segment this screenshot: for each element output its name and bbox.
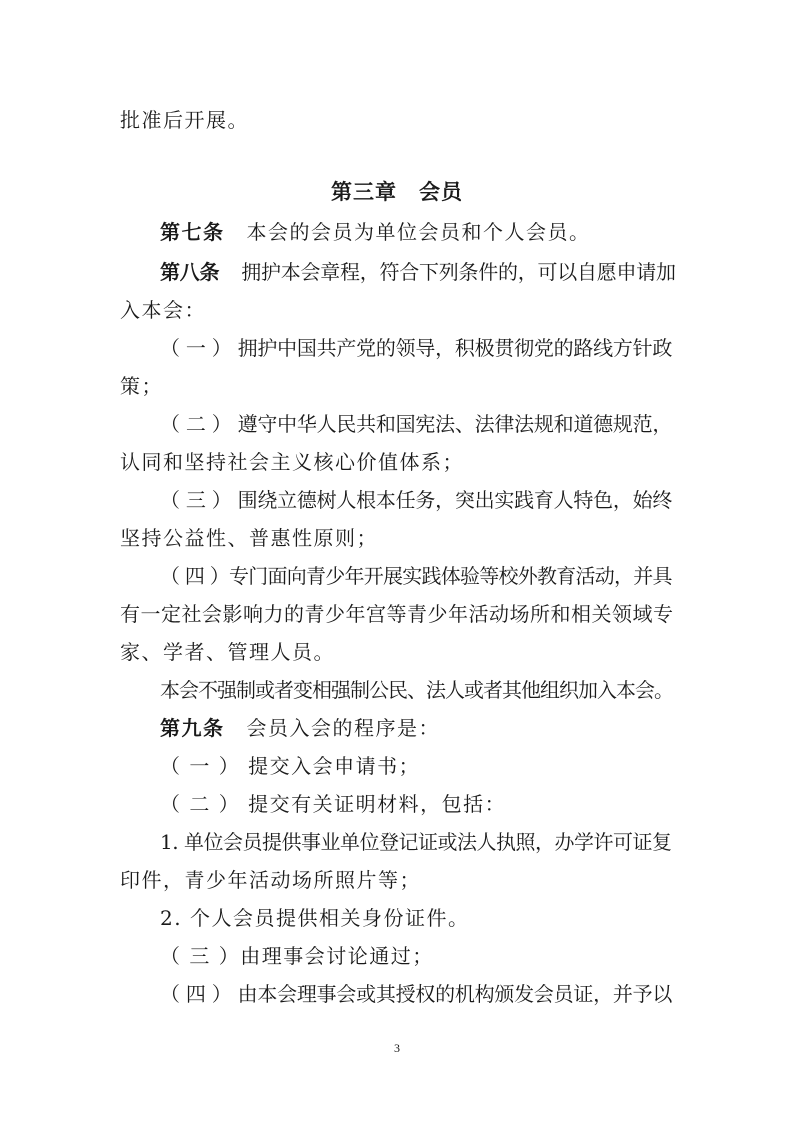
condition-4-line-3: 家、学者、管理人员。 <box>120 640 335 664</box>
procedure-2-item-1-line-2: 印件，青少年活动场所照片等； <box>120 868 421 892</box>
procedure-1: （ 一 ） 提交入会申请书； <box>160 754 421 778</box>
text-line: 批准后开展。 <box>120 108 249 132</box>
condition-2-line-2: 认同和坚持社会主义核心价值体系； <box>120 450 464 474</box>
page-number: 3 <box>394 1041 400 1055</box>
condition-1-line-2: 策； <box>120 374 163 398</box>
article-7-label: 第七条 <box>160 220 225 244</box>
article-9-text: 会员入会的程序是： <box>246 716 440 740</box>
condition-2-line-1: （ 二 ） 遵守中华人民共和国宪法、法律法规和道德规范， <box>160 412 673 436</box>
article-7-text: 本会的会员为单位会员和个人会员。 <box>246 220 591 244</box>
condition-4-line-1: （ 四 ）专门面向青少年开展实践体验等校外教育活动，并具 <box>160 564 672 588</box>
non-compulsion-clause: 本会不强制或者变相强制公民、法人或者其他组织加入本会。 <box>160 678 673 702</box>
article-9-label: 第九条 <box>160 716 225 740</box>
article-9 <box>160 714 440 742</box>
procedure-2-item-2: 2. 个人会员提供相关身份证件。 <box>160 906 470 930</box>
article-7 <box>160 218 591 246</box>
procedure-4: （ 四 ） 由本会理事会或其授权的机构颁发会员证，并予以 <box>160 982 673 1006</box>
article-8 <box>160 258 676 286</box>
procedure-2: （ 二 ） 提交有关证明材料，包括： <box>160 792 507 816</box>
text-line: 入本会： <box>120 298 206 322</box>
chapter-title: 第三章 会员 <box>331 180 463 204</box>
article-8-text: 拥护本会章程，符合下列条件的，可以自愿申请加 <box>241 260 676 284</box>
article-8-label: 第八条 <box>160 260 220 284</box>
procedure-3: （ 三 ）由理事会讨论通过； <box>160 944 434 968</box>
condition-4-line-2: 有一定社会影响力的青少年宫等青少年活动场所和相关领域专 <box>120 602 674 626</box>
condition-3-line-2: 坚持公益性、普惠性原则； <box>120 526 378 550</box>
condition-1-line-1: （ 一 ） 拥护中国共产党的领导，积极贯彻党的路线方针政 <box>160 336 673 360</box>
procedure-2-item-1-line-1: 1. 单位会员提供事业单位登记证或法人执照，办学许可证复 <box>160 830 672 854</box>
condition-3-line-1: （ 三 ） 围绕立德树人根本任务，突出实践育人特色，始终 <box>160 488 673 512</box>
